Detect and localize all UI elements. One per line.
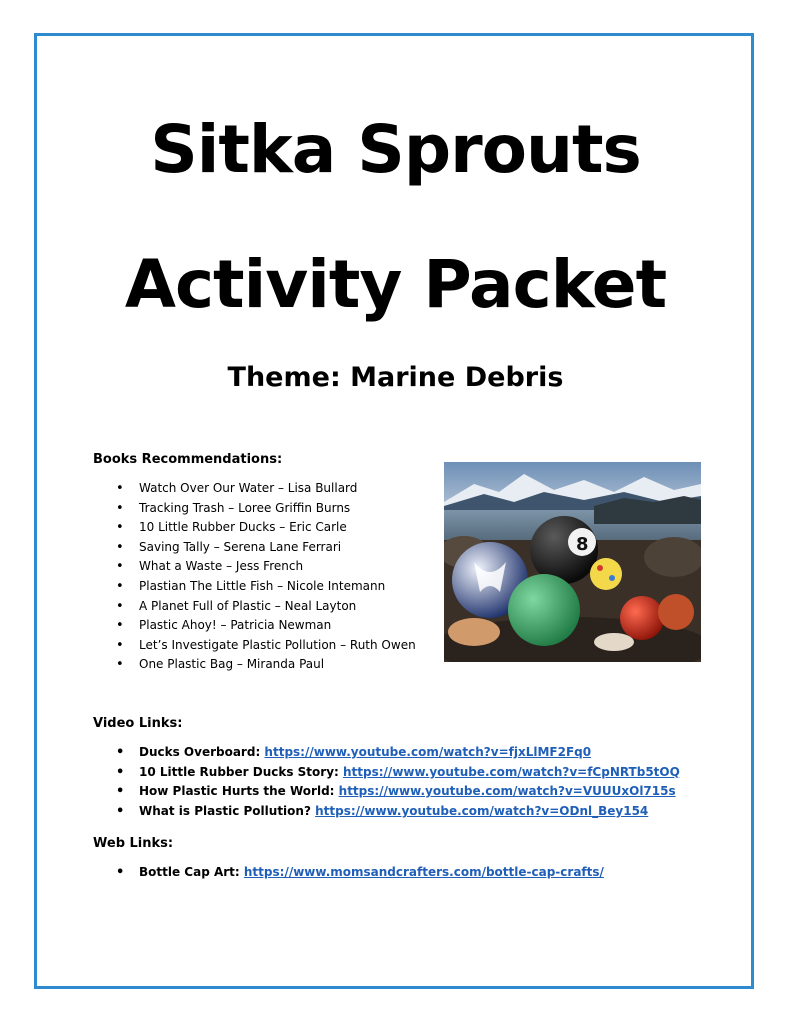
video-label: How Plastic Hurts the World:: [139, 784, 339, 799]
list-item: • Watch Over Our Water – Lisa Bullard: [116, 479, 416, 499]
list-item: • Saving Tally – Serena Lane Ferrari: [116, 538, 416, 558]
list-item: [116, 863, 604, 883]
list-item: • Plastian The Little Fish – Nicole Intemann: [116, 577, 416, 597]
videos-heading: Video Links:: [93, 716, 183, 731]
list-item: • One Plastic Bag – Miranda Paul: [116, 655, 416, 675]
video-label: What is Plastic Pollution?: [139, 803, 316, 818]
list-item: [116, 743, 680, 763]
svg-text:8: 8: [576, 534, 589, 555]
list-item: • 10 Little Rubber Ducks – Eric Carle: [116, 518, 416, 538]
list-item: [116, 782, 680, 802]
web-list: [116, 863, 604, 883]
web-heading: Web Links:: [93, 836, 174, 851]
title-line-2: Activity Packet: [124, 246, 667, 323]
title-line-1: Sitka Sprouts: [150, 111, 641, 188]
video-label: Ducks Overboard:: [139, 745, 265, 759]
list-item: • Let’s Investigate Plastic Pollution – Ruth Owen: [116, 636, 416, 656]
list-item: • What a Waste – Jess French: [116, 557, 416, 577]
marine-debris-photo: [444, 462, 701, 662]
photo-illustration: [444, 462, 701, 662]
video-link[interactable]: https://www.youtube.com/watch?v=ODnl_Bey154: [315, 803, 649, 818]
list-item: • Tracking Trash – Loree Griffin Burns: [116, 499, 416, 519]
video-label: 10 Little Rubber Ducks Story:: [139, 764, 343, 779]
books-list: [116, 479, 416, 675]
web-link[interactable]: https://www.momsandcrafters.com/bottle-cap-crafts/: [243, 865, 604, 879]
theme-heading: Theme: Marine Debris: [227, 362, 564, 393]
web-label: Bottle Cap Art:: [139, 865, 244, 879]
video-link[interactable]: https://www.youtube.com/watch?v=fCpNRTb5tOQ: [343, 764, 680, 779]
videos-list: [116, 743, 680, 821]
list-item: [116, 763, 680, 783]
list-item: • A Planet Full of Plastic – Neal Layton: [116, 597, 416, 617]
video-link[interactable]: https://www.youtube.com/watch?v=VUUUxOl715s: [338, 784, 676, 799]
books-heading: Books Recommendations:: [93, 452, 283, 467]
list-item: [116, 802, 680, 822]
video-link[interactable]: https://www.youtube.com/watch?v=fjxLlMF2Fq0: [264, 745, 592, 759]
list-item: • Plastic Ahoy! – Patricia Newman: [116, 616, 416, 636]
